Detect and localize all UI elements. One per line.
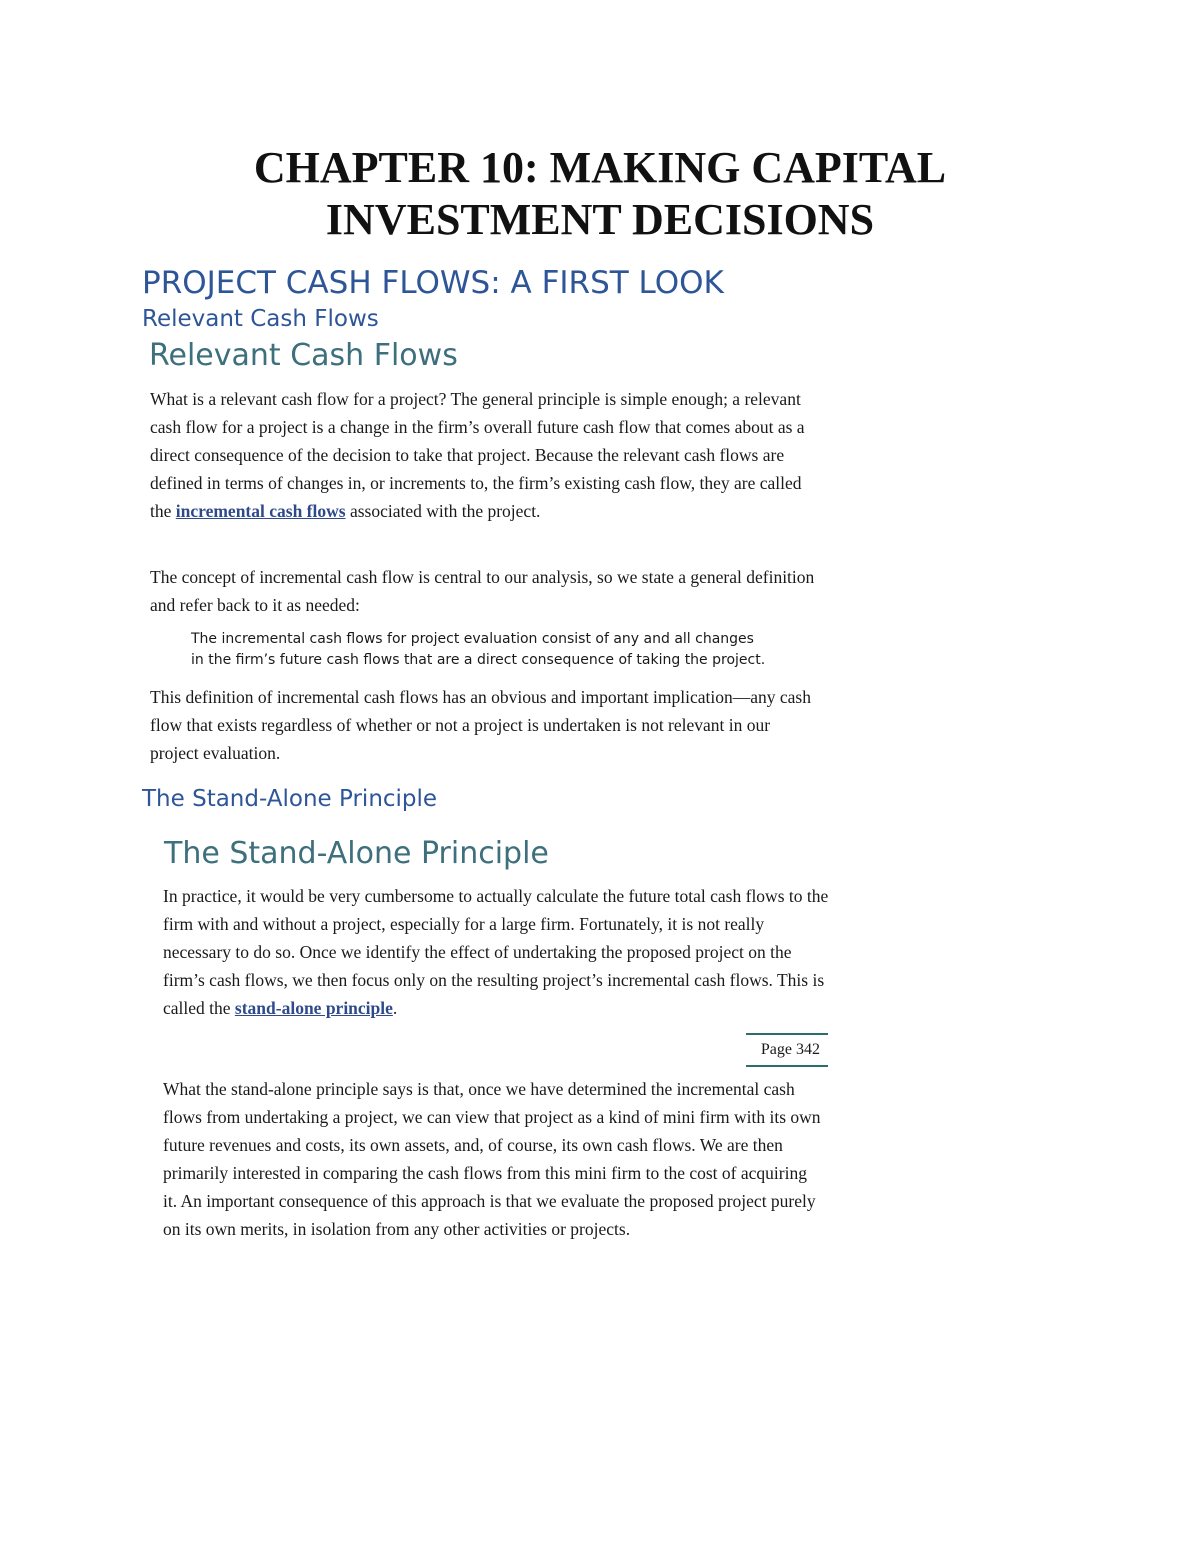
relevant-paragraph-2: The concept of incremental cash flow is central to our analysis, so we state a general definition and refer back to it as needed: — [150, 567, 815, 615]
stand-alone-title: The Stand-Alone Principle — [164, 836, 549, 871]
relevant-cash-flows-title: Relevant Cash Flows — [149, 338, 458, 373]
definition-quote: The incremental cash flows for project evaluation consist of any and all changes in the firm’s future cash flows that are a direct consequence of taking the project. — [191, 631, 766, 668]
relevant-paragraph-1 — [150, 385, 820, 525]
stand-alone-principle-link[interactable]: stand-alone principle — [234, 998, 393, 1018]
chapter-title-line-2: INVESTMENT DECISIONS — [325, 195, 875, 244]
relevant-paragraph-1-text: What is a relevant cash flow for a project? The general principle is simple enough; a relevant cash flow for a project is a change in the firm’s overall future cash flow that comes about as a direct consequence of the decision to take that project. Because the relevant cash flows are defined in terms of changes in, or increments to, the firm’s existing cash flow, they are called the — [150, 389, 805, 521]
stand-alone-paragraph-1 — [163, 882, 833, 1022]
stand-alone-paragraph-2: What the stand-alone principle says is that, once we have determined the incremental cash flows from undertaking a project, we can view that project as a kind of mini firm with its own future revenues and costs, its own assets, and, of course, its own cash flows. We are then primarily interested in comparing the cash flows from this mini firm to the cost of acquiring it. An important consequence of this approach is that we evaluate the proposed project purely on its own merits, in isolation from any other activities or projects. — [163, 1079, 821, 1239]
relevant-paragraph-3: This definition of incremental cash flows has an obvious and important implication—any cash flow that exists regardless of whether or not a project is undertaken is not relevant in our project evaluation. — [150, 687, 811, 763]
stand-alone-subheading: The Stand-Alone Principle — [142, 786, 438, 812]
chapter-title — [0, 142, 1200, 246]
section-heading: PROJECT CASH FLOWS: A FIRST LOOK — [142, 265, 724, 301]
chapter-title-line-1: CHAPTER 10: MAKING CAPITAL — [253, 143, 947, 192]
relevant-cash-flows-subheading: Relevant Cash Flows — [142, 306, 379, 332]
stand-alone-paragraph-1-tail: . — [392, 998, 398, 1018]
relevant-paragraph-1-tail: associated with the project. — [345, 501, 541, 521]
page-number-marker: Page 342 — [746, 1033, 828, 1067]
incremental-cash-flows-link[interactable]: incremental cash flows — [175, 501, 346, 521]
stand-alone-paragraph-1-text: In practice, it would be very cumbersome to actually calculate the future total cash flows to the firm with and without a project, especially for a large firm. Fortunately, it is not really necessary to do so. Once we identify the effect of undertaking the proposed project on the firm’s cash flows, we then focus only on the resulting project’s incremental cash flows. This is called the — [163, 886, 829, 1018]
